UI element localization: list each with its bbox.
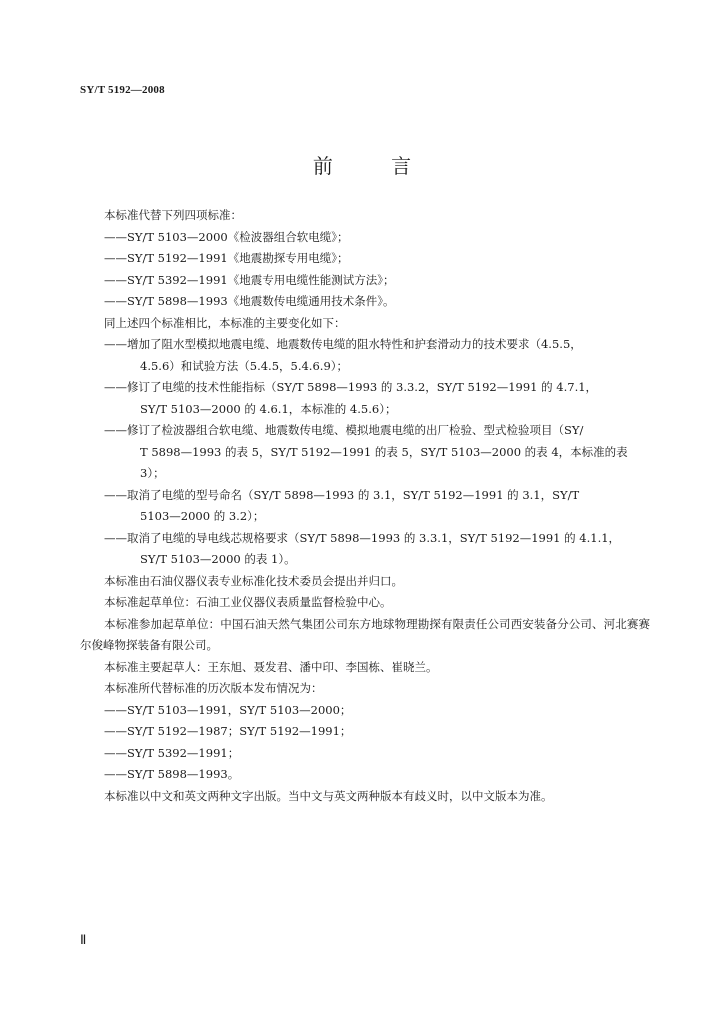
history-item: ——SY/T 5898—1993。: [104, 767, 240, 781]
change-item-continuation: SY/T 5103—2000 的 4.6.1，本标准的 4.5.6）；: [140, 401, 397, 416]
replaced-standard-item: ——SY/T 5103—2000《检波器组合软电缆》；: [104, 229, 349, 244]
replaced-standard-item: ——SY/T 5898—1993《地震数传电缆通用技术条件》。: [104, 294, 395, 308]
history-item: ——SY/T 5103—1991，SY/T 5103—2000；: [104, 702, 352, 717]
change-item-continuation: T 5898—1993 的表 5，SY/T 5192—1991 的表 5，SY/T 5103—2000 的表 4，本标准的表 3）；: [140, 444, 628, 480]
change-item-continuation: 5103—2000 的 3.2）；: [140, 509, 265, 523]
language-note: 本标准以中文和英文两种文字出版。当中文与英文两种版本有歧义时，以中文版本为准。: [104, 788, 553, 803]
page-number: Ⅱ: [80, 932, 87, 947]
change-item: ——修订了检波器组合软电缆、地震数传电缆、模拟地震电缆的出厂检验、型式检验项目（SY/: [104, 423, 584, 437]
proposer-paragraph: 本标准由石油仪器仪表专业标准化技术委员会提出并归口。: [104, 573, 403, 588]
foreword-body: [80, 205, 650, 807]
history-item: ——SY/T 5192—1987；SY/T 5192—1991；: [104, 724, 352, 738]
change-item: ——修订了电缆的技术性能指标（SY/T 5898—1993 的 3.3.2，SY/T 5192—1991 的 4.7.1，: [104, 380, 598, 394]
drafters-paragraph: 本标准主要起草人：王东旭、聂发君、潘中印、李国栋、崔晓兰。: [104, 659, 438, 674]
replaced-standard-item: ——SY/T 5192—1991《地震勘探专用电缆》；: [104, 251, 349, 265]
change-item: ——取消了电缆的导电线芯规格要求（SY/T 5898—1993 的 3.3.1，SY/T 5192—1991 的 4.1.1，: [104, 530, 621, 545]
drafting-unit-paragraph: 本标准起草单位：石油工业仪器仪表质量监督检验中心。: [104, 595, 392, 609]
page-title: 前 言: [312, 154, 438, 178]
participating-units-paragraph: 本标准参加起草单位：中国石油天然气集团公司东方地球物理勘探有限责任公司西安装备分公司、河北赛赛尔俊峰物探装备有限公司。: [80, 616, 650, 652]
change-item-continuation: 4.5.6）和试验方法（5.4.5，5.4.6.9）；: [140, 358, 349, 373]
replaced-standard-item: ——SY/T 5392—1991《地震专用电缆性能测试方法》；: [104, 272, 395, 287]
change-item: ——增加了阻水型模拟地震电缆、地震数传电缆的阻水特性和护套滑动力的技术要求（4.5.5，: [104, 337, 582, 351]
history-item: ——SY/T 5392—1991；: [104, 745, 240, 760]
history-intro: 本标准所代替标准的历次版本发布情况为：: [104, 681, 323, 695]
change-item: ——取消了电缆的型号命名（SY/T 5898—1993 的 3.1，SY/T 5192—1991 的 3.1，SY/T: [104, 487, 580, 502]
change-item-continuation: SY/T 5103—2000 的表 1）。: [140, 552, 296, 566]
intro-paragraph: 本标准代替下列四项标准：: [104, 208, 242, 222]
changes-intro: 同上述四个标准相比，本标准的主要变化如下：: [104, 315, 346, 330]
standard-code: SY/T 5192—2008: [80, 84, 165, 96]
